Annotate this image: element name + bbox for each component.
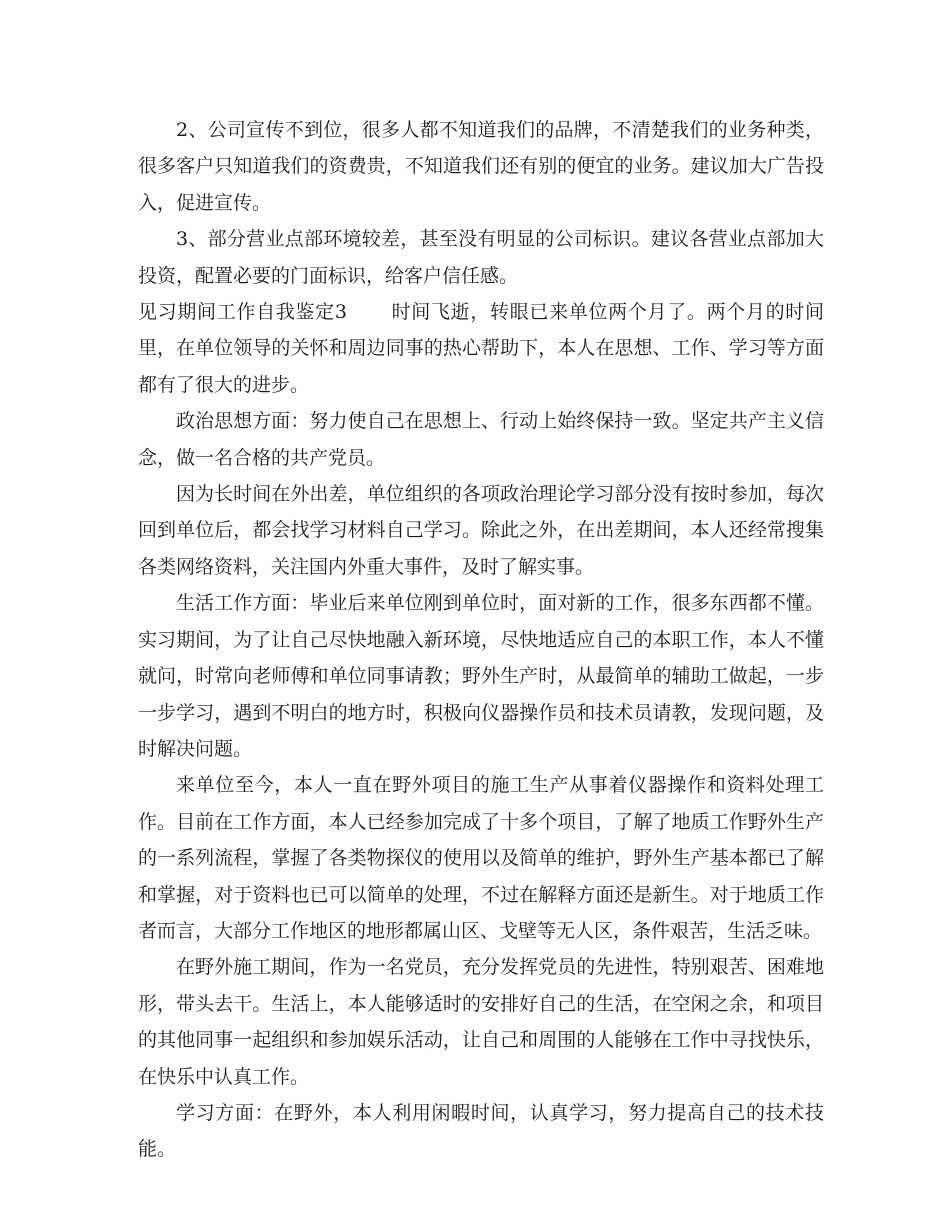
paragraph-field-work: 来单位至今，本人一直在野外项目的施工生产从事着仪器操作和资料处理工作。目前在工作方面，本人已经参加完成了十多个项目，了解了地质工作野外生产的一系列流程，掌握了各类物探仪的使用以及简单的维护，野外生产基本都已了解和掌握，对于资料也已可以简单的处理，不过在解释方面还是新生。对于地质工作者而言，大部分工作地区的地形都属山区、戈壁等无人区，条件艰苦，生活乏味。 <box>138 774 824 942</box>
document-body <box>138 112 824 1168</box>
section-heading: 见习期间工作自我鉴定3 <box>138 301 347 324</box>
paragraph-study: 学习方面：在野外，本人利用闲暇时间，认真学习，努力提高自己的技术技能。 <box>138 1101 824 1161</box>
paragraph-theory-study: 因为长时间在外出差，单位组织的各项政治理论学习部分没有按时参加，每次回到单位后，都会找学习材料自己学习。除此之外，在出差期间，本人还经常搜集各类网络资料，关注国内外重大事件，及时了解实事。 <box>138 483 824 578</box>
paragraph-self-assessment-intro <box>138 294 824 403</box>
paragraph-life-work: 生活工作方面：毕业后来单位刚到单位时，面对新的工作，很多东西都不懂。实习期间，为了让自己尽快地融入新环境，尽快地适应自己的本职工作，本人不懂就问，时常向老师傅和单位同事请教；野外生产时，从最简单的辅助工做起，一步一步学习，遇到不明白的地方时，积极向仪器操作员和技术员请教，发现问题，及时解决问题。 <box>138 592 824 760</box>
paragraph-party-member: 在野外施工期间，作为一名党员，充分发挥党员的先进性，特别艰苦、困难地形，带头去干。生活上，本人能够适时的安排好自己的生活，在空闲之余，和项目的其他同事一起组织和参加娱乐活动，让自己和周围的人能够在工作中寻找快乐，在快乐中认真工作。 <box>138 956 824 1088</box>
paragraph-political-thought: 政治思想方面：努力使自己在思想上、行动上始终保持一致。坚定共产主义信念，做一名合格的共产党员。 <box>138 410 824 469</box>
paragraph-branch-environment: 3、部分营业点部环境较差，甚至没有明显的公司标识。建议各营业点部加大投资，配置必要的门面标识，给客户信任感。 <box>138 228 824 287</box>
paragraph-publicity: 2、公司宣传不到位，很多人都不知道我们的品牌，不清楚我们的业务种类，很多客户只知道我们的资费贵，不知道我们还有别的便宜的业务。建议加大广告投入，促进宣传。 <box>138 119 824 214</box>
section-intro-text: 时间飞逝，转眼已来单位两个月了。两个月的时间里，在单位领导的关怀和周边同事的热心帮助下，本人在思想、工作、学习等方面都有了很大的进步。 <box>138 301 824 396</box>
